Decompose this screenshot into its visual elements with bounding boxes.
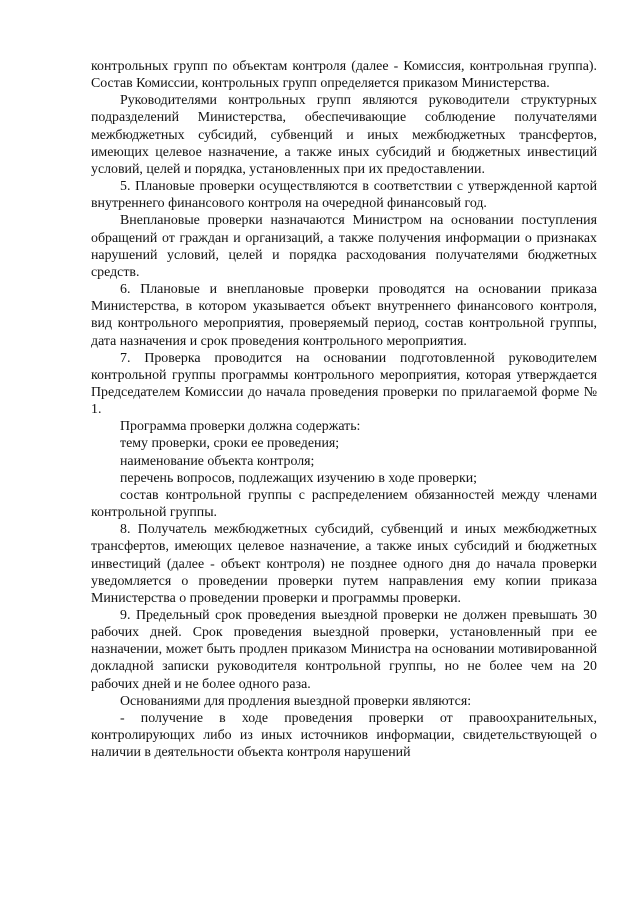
- paragraph-extension-grounds: Основаниями для продления выездной проверки являются:: [120, 693, 472, 709]
- paragraph-group-heads: Руководителями контрольных групп являются руководители структурных подразделений Министерства, обеспечивающие соблюдение получателями межбюджетных субсидий, субвенций и иных межбюджетных трансфертов, имеющих целевое назначение, а также иных субсидий и бюджетных инвестиций условий, целей и порядка, установленных при их предоставлении.: [91, 93, 597, 177]
- document-body: [91, 58, 597, 761]
- paragraph-item-9: 9. Предельный срок проведения выездной проверки не должен превышать 30 рабочих дней. Срок проведения выездной проверки, установленный при ее назначении, может быть продлен приказом Министра на основании мотивированной докладной записки руководителя контрольной группы, но не более чем на 20 рабочих дней и не более одного раза.: [91, 608, 597, 692]
- paragraph-item-5: 5. Плановые проверки осуществляются в соответствии с утвержденной картой внутреннего финансового контроля на очередной финансовый год.: [91, 179, 597, 212]
- paragraph-item-7: 7. Проверка проводится на основании подготовленной руководителем контрольной группы программы контрольного мероприятия, которая утверждается Председателем Комиссии до начала проведения проверки по прилагаемой форме № 1.: [91, 350, 597, 418]
- paragraph-item-6: 6. Плановые и внеплановые проверки проводятся на основании приказа Министерства, в котором указывается объект внутреннего финансового контроля, вид контрольного мероприятия, проверяемый период, состав контрольной группы, дата назначения и срок проведения контрольного мероприятия.: [91, 282, 597, 349]
- paragraph-commission-intro: контрольных групп по объектам контроля (далее - Комиссия, контрольная группа). Состав Комиссии, контрольных групп определяется приказом Министерства.: [91, 59, 597, 92]
- list-item-questions: перечень вопросов, подлежащих изучению в ходе проверки;: [120, 470, 477, 486]
- paragraph-program-contents: Программа проверки должна содержать:: [120, 419, 361, 435]
- list-item-law-enforcement-info: - получение в ходе проведения проверки от правоохранительных, контролирующих либо из иных источников информации, свидетельствующей о наличии в деятельности объекта контроля нарушений: [91, 710, 597, 761]
- list-item-object-name: наименование объекта контроля;: [120, 453, 315, 469]
- list-item-topic: тему проверки, сроки ее проведения;: [120, 436, 340, 452]
- paragraph-unscheduled-checks: Внеплановые проверки назначаются Министром на основании поступления обращений от граждан и организаций, а также получения информации о признаках нарушений условий, целей и порядка расходования получателями бюджетных средств.: [91, 213, 597, 280]
- list-item-group-composition: состав контрольной группы с распределением обязанностей между членами контрольной группы.: [91, 487, 597, 521]
- paragraph-item-8: 8. Получатель межбюджетных субсидий, субвенций и иных межбюджетных трансфертов, имеющих целевое назначение, а также иных субсидий и бюджетных инвестиций (далее - объект контроля) не позднее одного дня до начала проверки уведомляется о проведении проверки путем направления ему копии приказа Министерства о проведении проверки и программы проверки.: [91, 522, 597, 606]
